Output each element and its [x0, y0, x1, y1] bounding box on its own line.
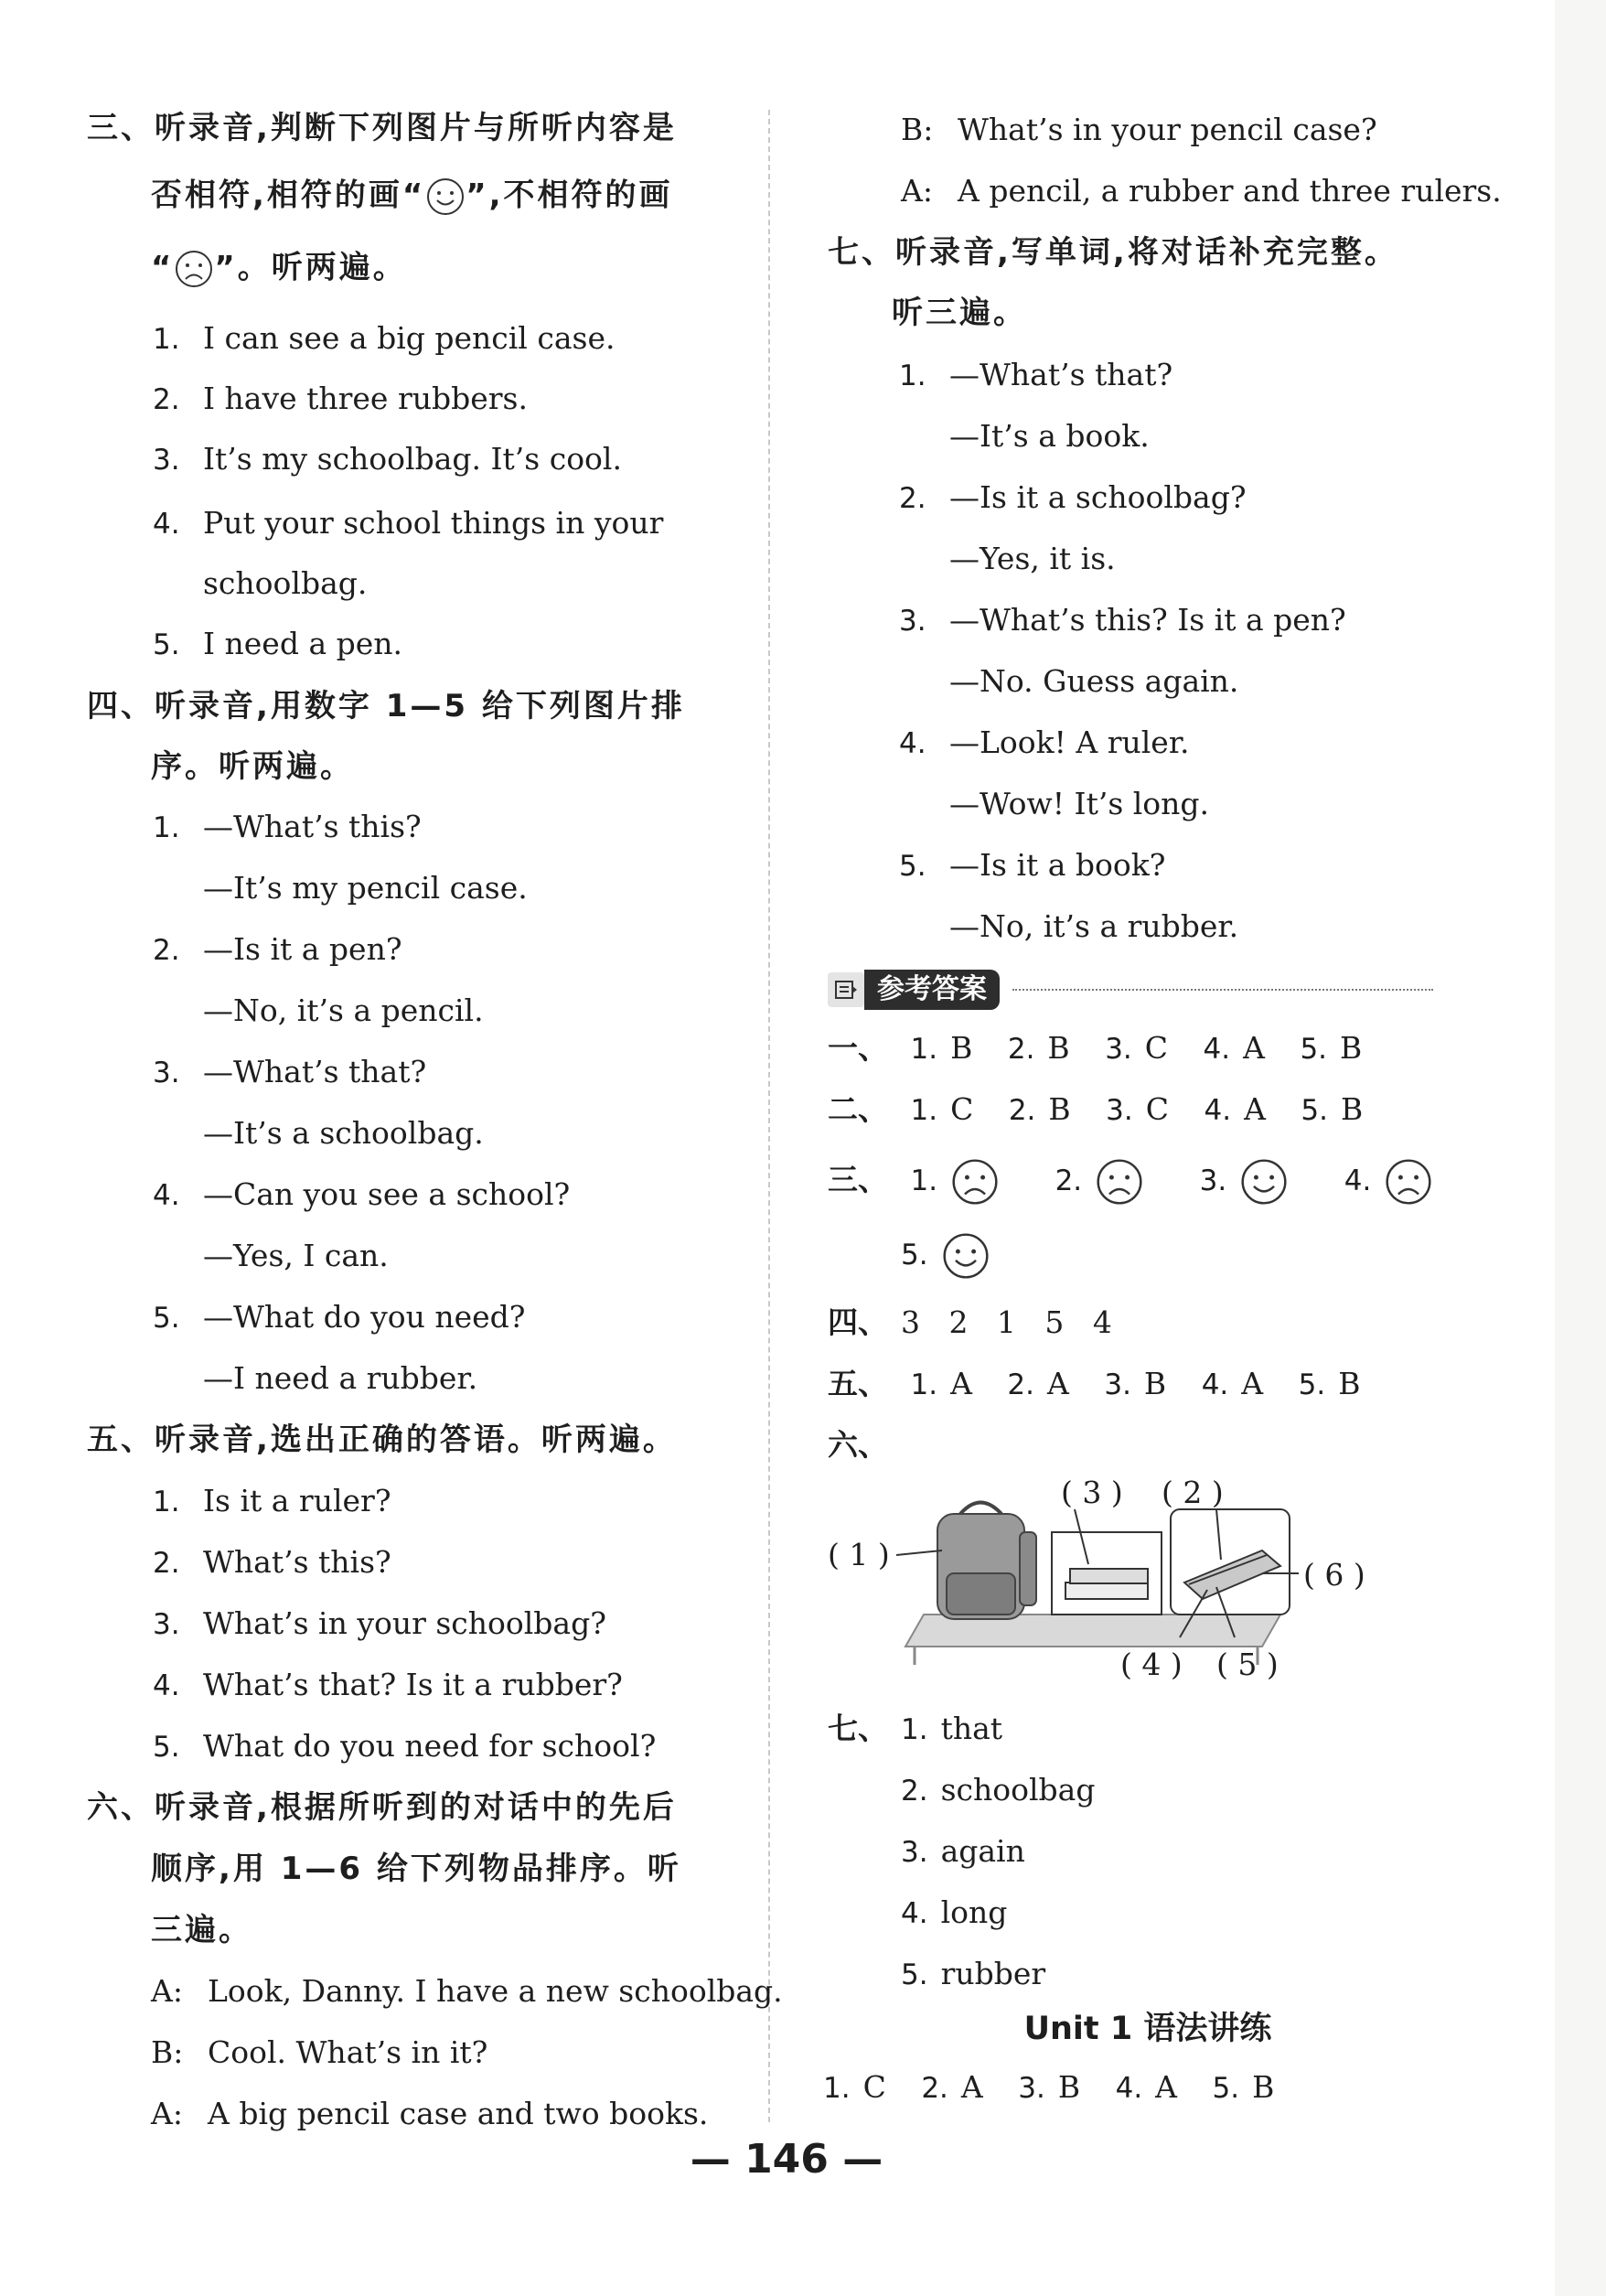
list-item: 4. What’s that? Is it a rubber? [153, 1667, 623, 1702]
list-item: 2. What’s this? [153, 1544, 391, 1580]
dialog-line: A: A big pencil case and two books. [151, 2096, 709, 2131]
books-drawing [1065, 1569, 1148, 1599]
section-3-title-line-1: 三、听录音,判断下列图片与所听内容是 [87, 110, 677, 146]
list-item: 4. —Look! A ruler. [899, 724, 1190, 760]
list-item: 3. It’s my schoolbag. It’s cool. [153, 441, 622, 477]
list-item: 5. —Is it a book? [899, 847, 1166, 883]
heading-dotted-rule [1012, 989, 1433, 991]
section-6-title-line-2: 顺序,用 1—6 给下列物品排序。听 [151, 1851, 681, 1887]
label-1: ( 1 ) [828, 1537, 890, 1572]
schoolbag-drawing [937, 1503, 1036, 1620]
list-item: —I need a rubber. [203, 1360, 478, 1396]
section-3-title-text-c: “ [151, 249, 175, 286]
section-3-title-line-2 [151, 177, 673, 217]
list-item: 5. What do you need for school? [153, 1728, 657, 1764]
section-3-title-line-3 [151, 249, 407, 289]
dialog-line: B: What’s in your pencil case? [901, 112, 1377, 147]
answer-row-7-item: 3. again [901, 1833, 1025, 1869]
list-item: 3. —What’s that? [153, 1054, 427, 1089]
list-item: 2. —Is it a pen? [153, 931, 402, 967]
section-3-title-text-a: 否相符,相符的画“ [151, 177, 426, 214]
answer-book-icon [828, 972, 864, 1007]
answer-row-3: 三、 1. 2. 3. 4. [828, 1157, 1459, 1207]
unit-answer-row: 1. C 2. A 3. B 4. A 5. B [823, 2069, 1275, 2105]
answer-row-4: 四、 3 2 1 5 4 [828, 1304, 1112, 1340]
label-6: ( 6 ) [1303, 1557, 1365, 1593]
list-item: 3. —What’s this? Is it a pen? [899, 602, 1346, 638]
dialog-line: B: Cool. What’s in it? [151, 2034, 488, 2070]
label-5: ( 5 ) [1216, 1647, 1279, 1682]
list-item: —It’s my pencil case. [203, 870, 528, 906]
answer-row-1: 一、 1. B 2. B 3. C 4. A 5. B [828, 1030, 1363, 1066]
answer-heading-banner [828, 970, 1433, 1010]
answer-row-7: 七、 1. that [828, 1711, 1003, 1746]
list-item: schoolbag. [203, 565, 368, 601]
section-5-title: 五、听录音,选出正确的答语。听两遍。 [87, 1422, 677, 1458]
section-3-title-text-b: ”,不相符的画 [466, 177, 673, 214]
column-divider [768, 110, 770, 2122]
section-4-title-line-2: 序。听两遍。 [151, 748, 354, 785]
answer-heading: 参考答案 [864, 970, 1000, 1010]
list-item: —No, it’s a pencil. [203, 992, 484, 1028]
list-item: —Yes, I can. [203, 1238, 389, 1273]
list-item: 5. I need a pen. [153, 626, 403, 661]
smile-face-icon [941, 1231, 990, 1281]
list-item: 1. Is it a ruler? [153, 1483, 391, 1518]
list-item: 4. Put your school things in your [153, 505, 664, 541]
list-item: —It’s a schoolbag. [203, 1115, 484, 1151]
list-item: —No, it’s a rubber. [949, 908, 1239, 944]
list-item: 3. What’s in your schoolbag? [153, 1605, 606, 1641]
sad-face-icon [174, 249, 214, 289]
sad-face-icon [950, 1157, 1000, 1207]
list-item: 2. I have three rubbers. [153, 381, 528, 416]
answer-row-2: 二、 1. C 2. B 3. C 4. A 5. B [828, 1091, 1364, 1127]
smile-face-icon [425, 177, 466, 217]
list-item: 4. —Can you see a school? [153, 1176, 571, 1212]
answer-row-7-item: 2. schoolbag [901, 1772, 1096, 1808]
label-4: ( 4 ) [1120, 1647, 1183, 1682]
list-item: —No. Guess again. [949, 663, 1239, 699]
answer-row-3-cont: 5. [901, 1231, 1016, 1281]
list-item: —Wow! It’s long. [949, 786, 1210, 821]
label-3: ( 3 ) [1061, 1475, 1123, 1510]
list-item: 1. —What’s this? [153, 809, 422, 844]
label-2: ( 2 ) [1162, 1475, 1224, 1510]
section-6-title-line-3: 三遍。 [151, 1912, 252, 1948]
list-item: 1. I can see a big pencil case. [153, 320, 616, 356]
dialog-line: A: A pencil, a rubber and three rulers. [901, 173, 1502, 209]
section-7-title-line-2: 听三遍。 [892, 295, 1027, 331]
page-number: — 146 — [690, 2136, 883, 2183]
smile-face-icon [1239, 1157, 1289, 1207]
answer-row-5: 五、 1. A 2. A 3. B 4. A 5. B [828, 1366, 1361, 1401]
section-7-title-line-1: 七、听录音,写单词,将对话补充完整。 [828, 234, 1398, 271]
section-6-title-line-1: 六、听录音,根据所听到的对话中的先后 [87, 1789, 677, 1826]
list-item: 5. —What do you need? [153, 1299, 526, 1335]
list-item: —It’s a book. [949, 418, 1150, 454]
list-item: —Yes, it is. [949, 541, 1116, 576]
unit-title: Unit 1 语法讲练 [1023, 2011, 1272, 2047]
answer-row-7-item: 5. rubber [901, 1956, 1046, 1991]
section-3-title-text-d: ”。听两遍。 [214, 249, 407, 286]
list-item: 2. —Is it a schoolbag? [899, 479, 1247, 515]
sad-face-icon [1384, 1157, 1433, 1207]
section-4-title-line-1: 四、听录音,用数字 1—5 给下列图片排 [87, 688, 685, 724]
answer-row-7-item: 4. long [901, 1894, 1008, 1930]
sad-face-icon [1095, 1157, 1144, 1207]
list-item: 1. —What’s that? [899, 357, 1173, 392]
answer-row-6-label: 六、 [828, 1427, 888, 1463]
dialog-line: A: Look, Danny. I have a new schoolbag. [151, 1973, 783, 2009]
